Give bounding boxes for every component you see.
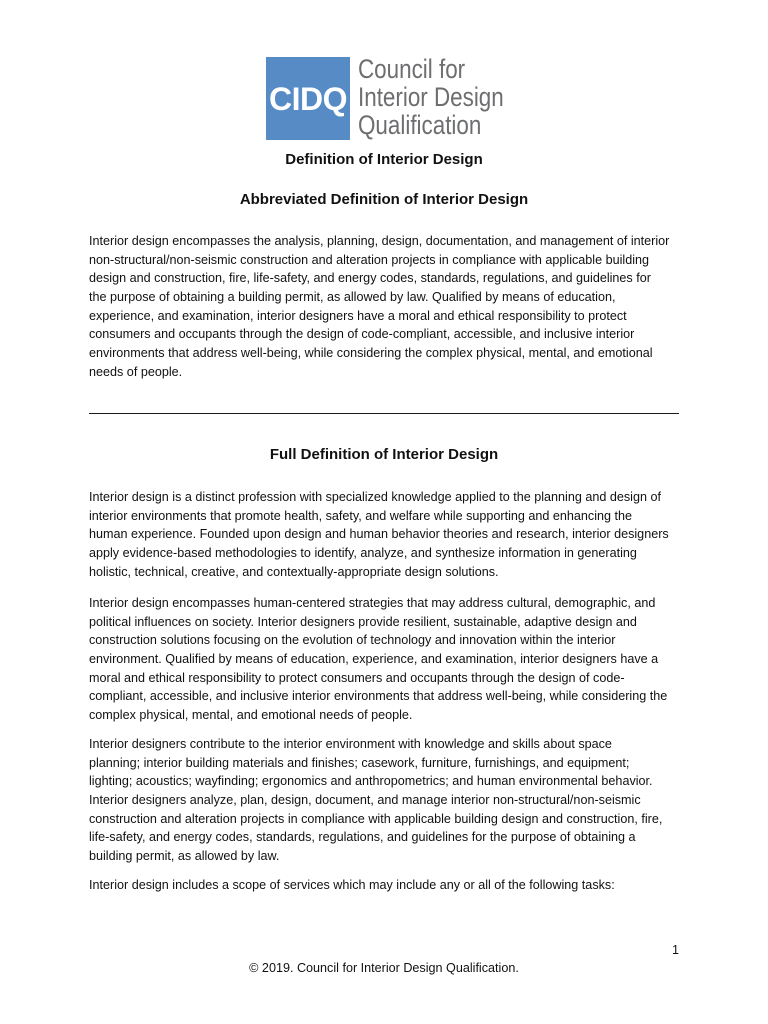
paragraph-line: consumers and occupants through the design of code-compliant, accessible, and inclusive interior <box>89 327 635 342</box>
paragraph-line: holistic, technical, creative, and contextually-appropriate design solutions. <box>89 564 499 579</box>
paragraph-line: construction solutions focusing on the evolution of technology and innovation within the interior <box>89 633 616 648</box>
logo-name-line: Interior Design <box>358 82 504 112</box>
page-number: 1 <box>671 943 679 957</box>
paragraph-line: needs of people. <box>89 364 183 379</box>
logo-name-line: Council for <box>358 54 466 84</box>
abbreviated-definition-paragraph <box>89 232 689 382</box>
section-divider <box>89 413 679 414</box>
document-title: Definition of Interior Design <box>285 151 483 168</box>
full-definition-heading: Full Definition of Interior Design <box>269 446 499 463</box>
abbreviated-definition-heading: Abbreviated Definition of Interior Design <box>239 191 529 208</box>
paragraph-line: Interior design encompasses human-centered strategies that may address cultural, demographic, and <box>89 596 656 610</box>
paragraph-line: lighting; acoustics; wayfinding; ergonomics and anthropometrics; and human environmental behavior. <box>89 774 653 789</box>
full-definition-paragraph <box>89 594 689 725</box>
paragraph-line: planning; interior building materials and finishes; casework, furniture, furnishings, and equipment; <box>89 755 630 770</box>
paragraph-line: complex physical, mental, and emotional needs of people. <box>89 708 413 723</box>
cidq-logo <box>266 55 546 143</box>
paragraph-line: construction and alteration projects in compliance with applicable building design and construction, fire, <box>89 811 663 826</box>
paragraph-line: experience, and examination, interior designers have a moral and ethical responsibility to protect <box>89 308 627 323</box>
paragraph-line: political influences on society. Interior designers provide resilient, sustainable, adaptive design and <box>89 614 637 629</box>
full-definition-paragraph <box>89 876 689 895</box>
paragraph-line: Interior designers analyze, plan, design, document, and manage interior non-structural/non-seismic <box>89 793 641 808</box>
paragraph-line: the purpose of obtaining a building permit, as allowed by law. Qualified by means of education, <box>89 290 616 305</box>
paragraph-line: Interior design is a distinct profession with specialized knowledge applied to the planning and design of <box>89 490 661 504</box>
cidq-logo-name <box>358 55 504 139</box>
paragraph-line: Interior design includes a scope of services which may include any or all of the following tasks: <box>89 878 615 892</box>
paragraph-line: environments that address well-being, while considering the complex physical, mental, and emotional <box>89 346 653 361</box>
logo-name-line: Qualification <box>358 110 482 140</box>
paragraph-line: Interior designers contribute to the interior environment with knowledge and skills about space <box>89 737 612 751</box>
paragraph-line: non-structural/non-seismic construction and alteration projects in compliance with applicable building <box>89 252 650 267</box>
cidq-logo-abbreviation: CIDQ <box>269 80 347 117</box>
paragraph-line: design and construction, fire, life-safety, and energy codes, standards, regulations, and guidelines for <box>89 271 651 286</box>
full-definition-paragraph <box>89 735 689 866</box>
paragraph-line: interior environments that promote health, safety, and welfare while supporting and enhancing the <box>89 508 633 523</box>
full-definition-paragraph <box>89 488 689 581</box>
paragraph-line: human experience. Founded upon design and human behavior theories and research, interior designers <box>89 527 669 542</box>
copyright-notice: © 2019. Council for Interior Design Qualification. <box>249 961 519 975</box>
paragraph-line: life-safety, and energy codes, standards, regulations, and guidelines for the purpose of obtaining a <box>89 830 636 845</box>
paragraph-line: apply evidence-based methodologies to identify, analyze, and synthesize information in generating <box>89 546 637 561</box>
paragraph-line: Interior design encompasses the analysis, planning, design, documentation, and management of interior <box>89 234 670 248</box>
paragraph-line: moral and ethical responsibility to protect consumers and occupants through the design of code- <box>89 670 625 685</box>
paragraph-line: environment. Qualified by means of education, experience, and examination, interior designers have a <box>89 652 659 667</box>
paragraph-line: building permit, as allowed by law. <box>89 849 280 864</box>
paragraph-line: compliant, accessible, and inclusive interior environments that address well-being, while considering the <box>89 689 668 704</box>
cidq-logo-mark <box>266 57 350 140</box>
